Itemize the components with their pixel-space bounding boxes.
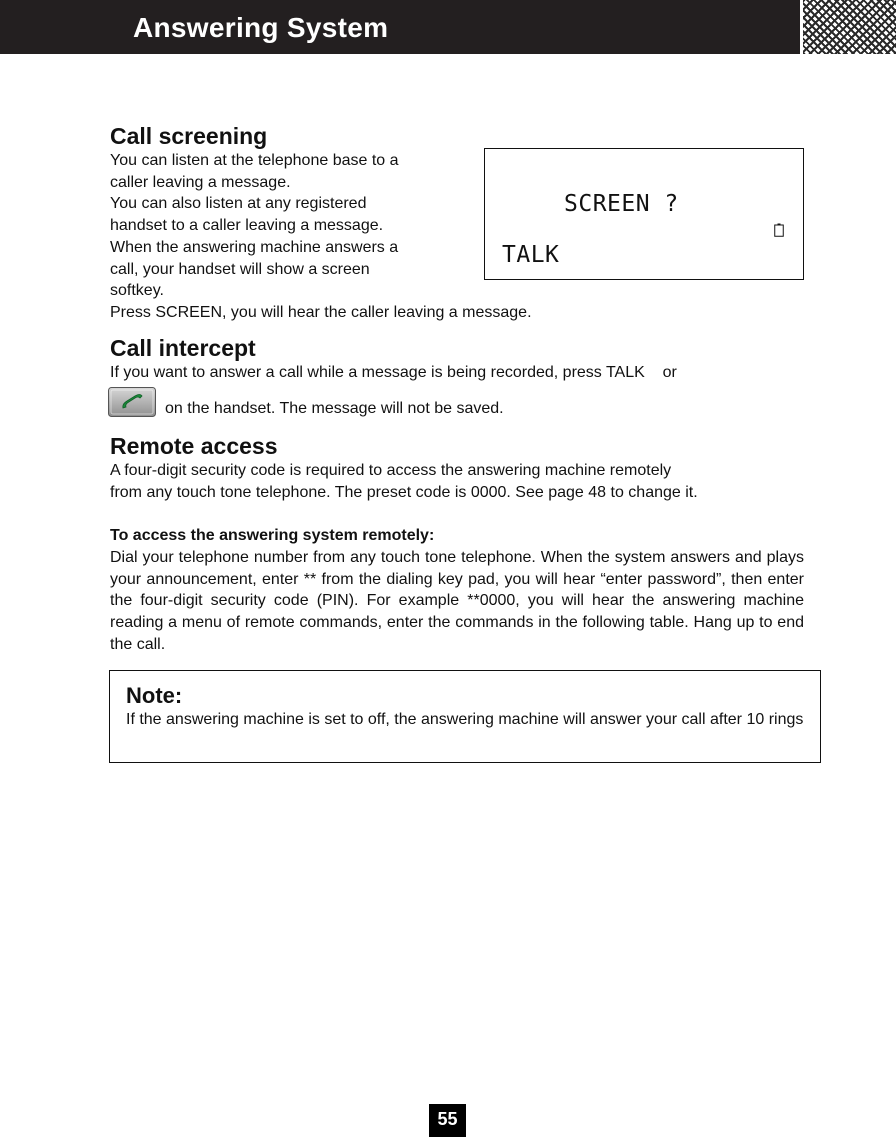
lcd-screen-prompt: SCREEN ? xyxy=(564,191,679,217)
spacer xyxy=(110,503,804,525)
section-remote-access xyxy=(110,432,804,655)
call-intercept-line2-row xyxy=(110,387,804,423)
note-text: If the answering machine is set to off, the answering machine will answer your call after 10 rings xyxy=(126,711,804,728)
call-screening-line: call, your handset will show a screen xyxy=(110,260,370,278)
call-screening-line: You can also listen at any registered xyxy=(110,195,367,213)
page-number: 55 xyxy=(429,1104,466,1137)
battery-icon xyxy=(774,223,784,237)
remote-access-subheading: To access the answering system remotely: xyxy=(110,527,435,545)
section-call-intercept xyxy=(110,334,804,423)
remote-access-body: Dial your telephone number from any touch tone telephone. When the system answers and plays your announcement, enter ** from the dialing key pad, you will hear “enter password”, then enter the four-digit security code (PIN). For example **0000, you will hear the answering machine reading a menu of remote commands, enter the commands in the following table. Hang up to end the call. xyxy=(110,548,804,653)
remote-access-intro-1: A four-digit security code is required to access the answering machine remotely xyxy=(110,462,672,479)
remote-access-heading: Remote access xyxy=(110,433,278,459)
note-box xyxy=(109,670,821,763)
call-intercept-line1: If you want to answer a call while a message is being recorded, press TALK or xyxy=(110,364,677,381)
header-pattern-decoration xyxy=(803,0,896,54)
call-screening-line: softkey. xyxy=(110,282,164,300)
note-title: Note: xyxy=(126,683,183,708)
header-bar xyxy=(0,0,800,54)
call-screening-line: When the answering machine answers a xyxy=(110,238,399,256)
call-screening-heading: Call screening xyxy=(110,123,268,149)
handset-lcd-display xyxy=(484,148,804,280)
call-screening-press-line: Press SCREEN, you will hear the caller leaving a message. xyxy=(110,303,532,321)
page-title: Answering System xyxy=(133,12,389,43)
lcd-talk-softkey: TALK xyxy=(502,242,560,268)
call-screening-line: caller leaving a message. xyxy=(110,173,291,191)
call-intercept-line2: on the handset. The message will not be saved. xyxy=(165,399,504,417)
call-intercept-heading: Call intercept xyxy=(110,335,256,361)
call-screening-text xyxy=(110,150,458,302)
call-screening-line: You can listen at the telephone base to a xyxy=(110,152,399,169)
remote-access-intro-2: from any touch tone telephone. The preset code is 0000. See page 48 to change it. xyxy=(110,483,698,501)
talk-key-icon xyxy=(108,387,156,417)
call-screening-line: handset to a caller leaving a message. xyxy=(110,217,384,235)
